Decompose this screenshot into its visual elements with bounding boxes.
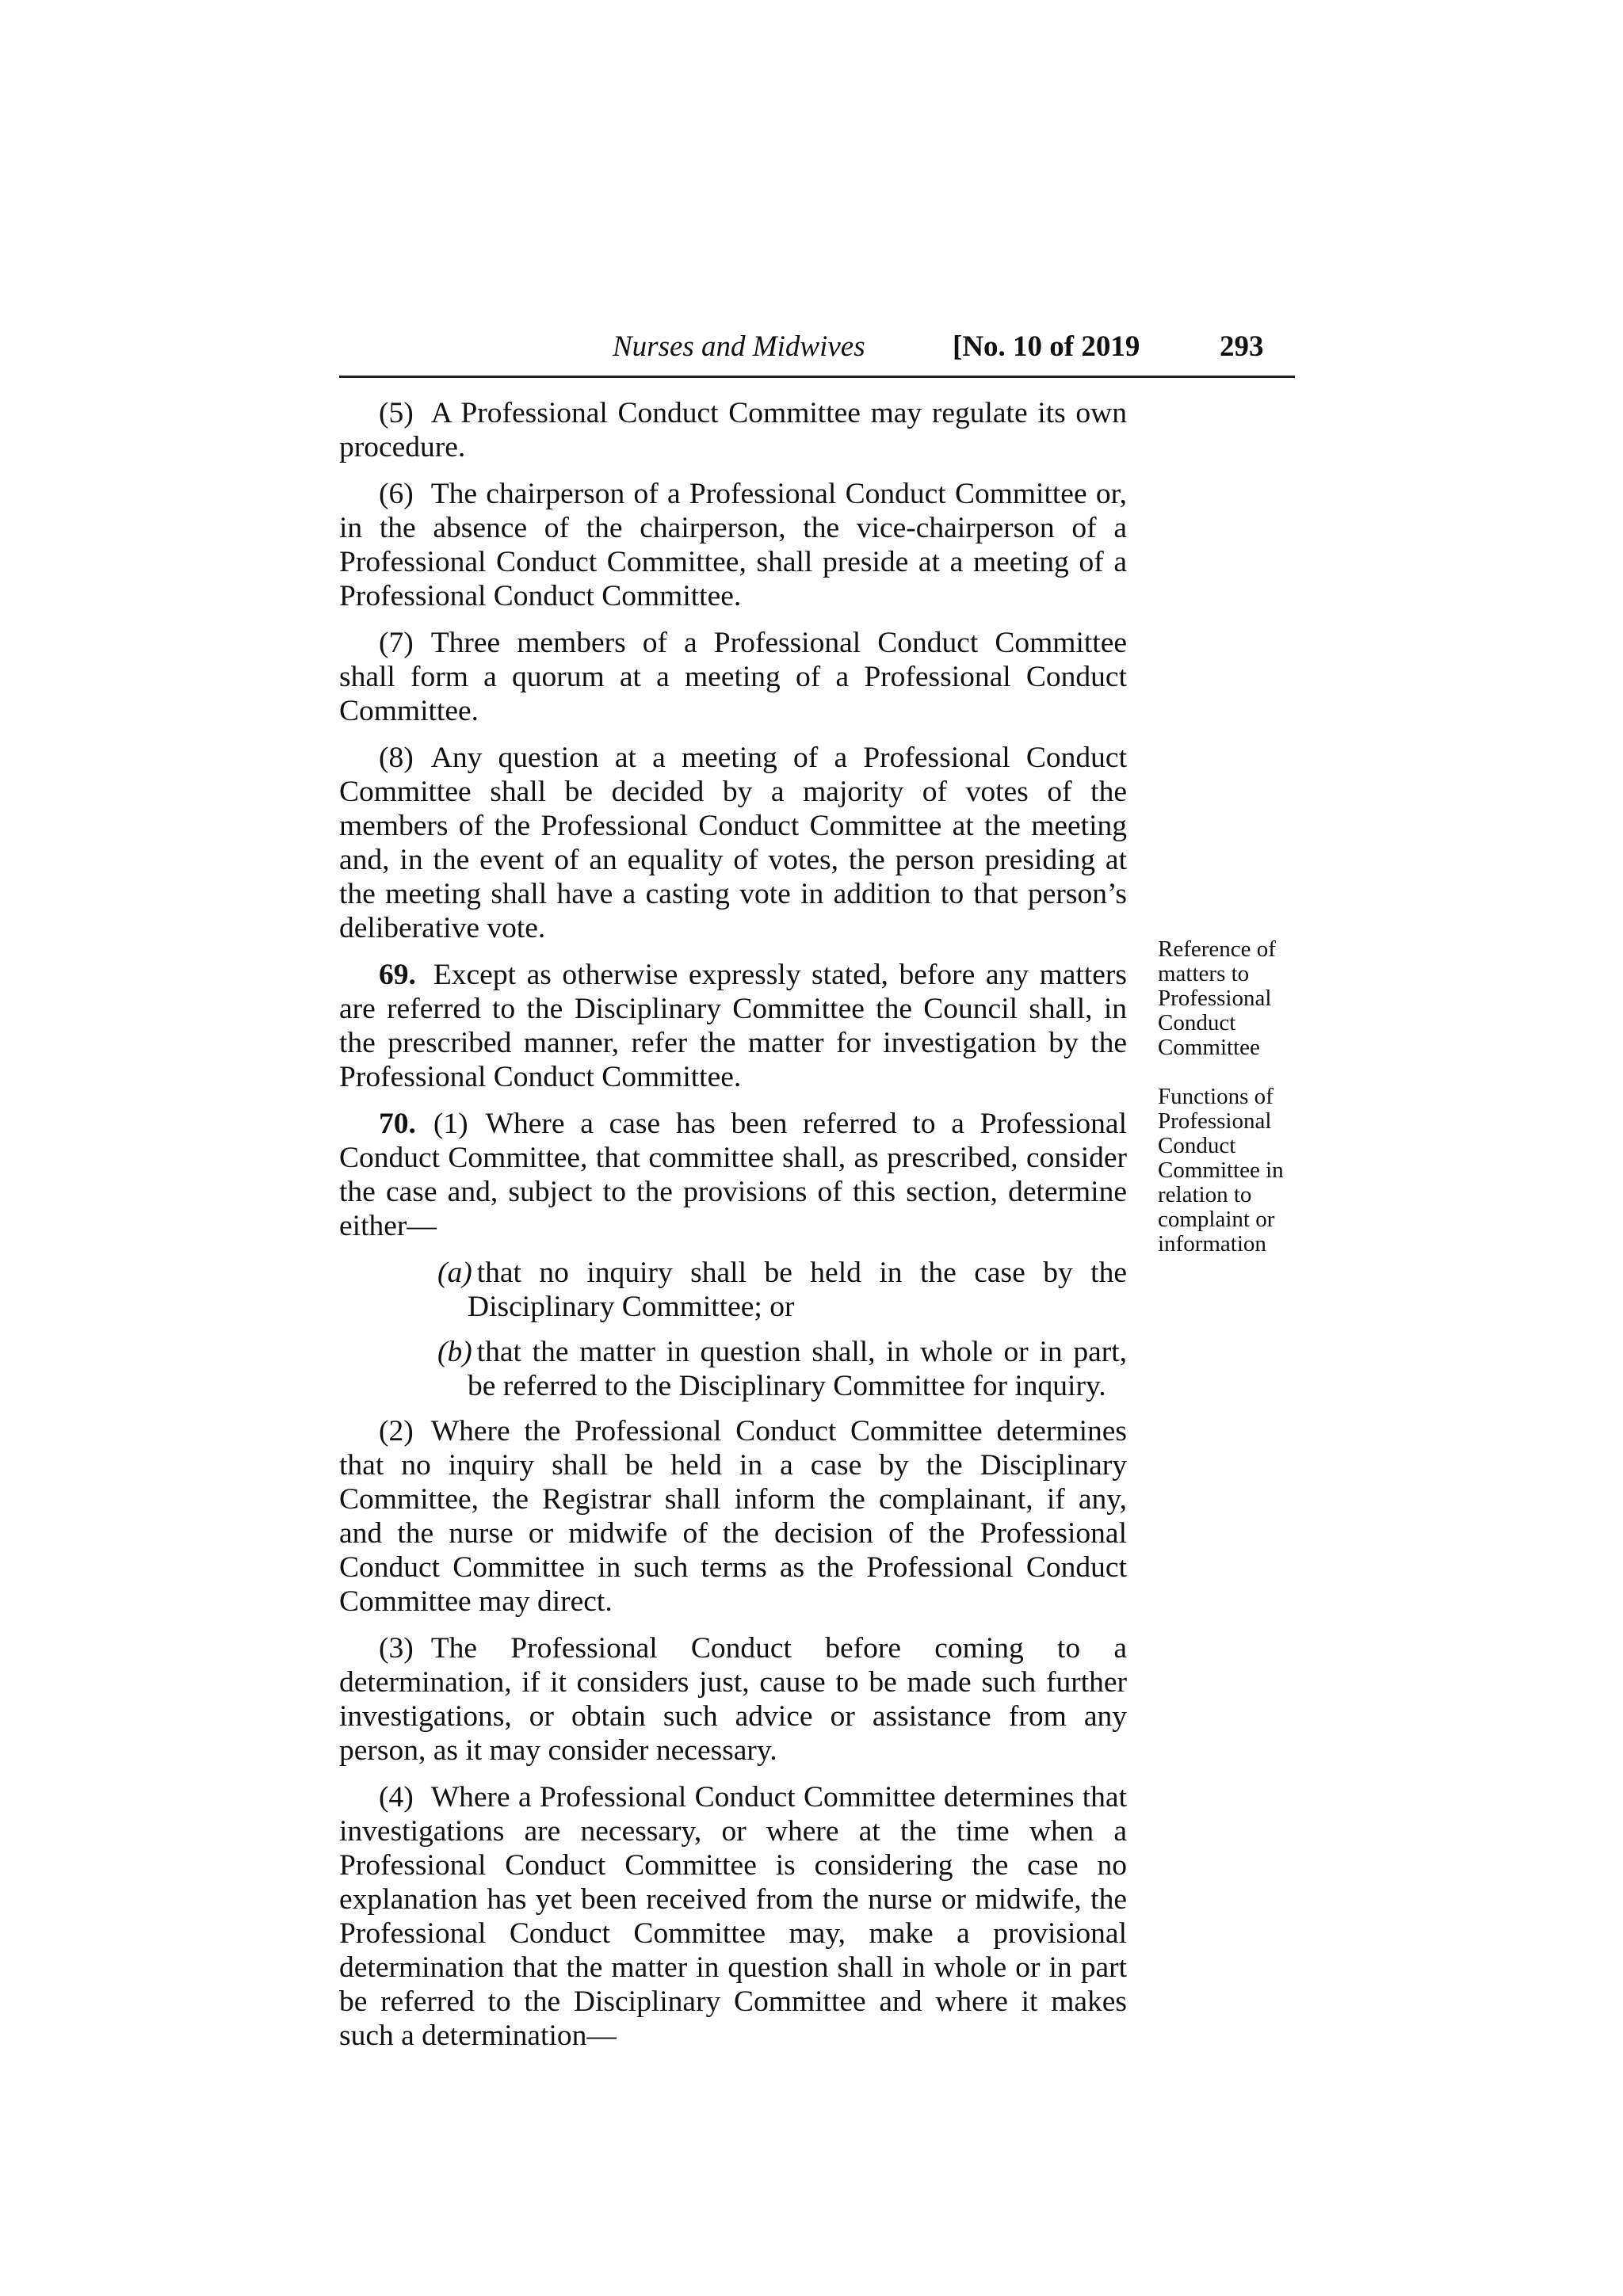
paragraph-number: (3) [379,1632,414,1665]
paragraph-number: (2) [379,1415,414,1447]
paragraph-70-2 [339,1414,1127,1619]
paragraph-text: that the matter in question shall, in whole or in part, be referred to the Disciplinary Committee for inquiry. [468,1336,1127,1402]
paragraph-text: The chairperson of a Professional Conduct Committee or, in the absence of the chairperson, the vice-chairperson of a Professional Conduct Committee, shall preside at a meeting of a Professional Conduct Committee. [339,478,1127,612]
page-number: 293 [1220,330,1264,363]
paragraph-number: (7) [379,627,414,659]
paragraph-7 [339,626,1127,728]
paragraph-8 [339,741,1127,945]
act-title: Nurses and Midwives [613,330,865,363]
running-header [339,325,1295,378]
paragraph-number: (8) [379,742,414,774]
subparagraph-letter: (a) [437,1257,472,1289]
section-70-1 [339,1107,1127,1243]
subparagraph-a [339,1256,1127,1324]
subparagraph-letter: (b) [437,1336,472,1368]
paragraph-number: (4) [379,1781,414,1814]
paragraph-text: that no inquiry shall be held in the case by the Disciplinary Committee; or [468,1257,1127,1323]
paragraph-text: Where a case has been referred to a Professional Conduct Committee, that committee shall, as prescribed, consider the case and, subject to the provisions of this section, determine either— [339,1108,1127,1242]
paragraph-text: Three members of a Professional Conduct Committee shall form a quorum at a meeting of a Professional Conduct Committee. [339,627,1127,727]
paragraph-number: (1) [433,1108,468,1140]
paragraph-text: Except as otherwise expressly stated, before any matters are referred to the Disciplinary Committee the Council shall, in the prescribed manner, refer the matter for investigation by the Professional Conduct Committee. [339,959,1127,1093]
subparagraph-b [339,1335,1127,1403]
section-number: 69. [379,959,416,991]
paragraph-70-4 [339,1780,1127,2053]
paragraph-text: Where the Professional Conduct Committee determines that no inquiry shall be held in a case by the Disciplinary Committee, the Registrar shall inform the complainant, if any, and the nurse or midwife of the decision of the Professional Conduct Committee in such terms as the Professional Conduct Committee may direct. [339,1415,1127,1618]
paragraph-number: (6) [379,478,414,510]
act-number: [No. 10 of 2019 [953,330,1140,363]
main-text [339,396,1127,2065]
paragraph-5 [339,396,1127,464]
paragraph-number: (5) [379,397,414,429]
paragraph-text: Where a Professional Conduct Committee determines that investigations are necessary, or where at the time when a Professional Conduct Committee is considering the case no explanation has yet been received from the nurse or midwife, the Professional Conduct Committee may, make a provisional determination that the matter in question shall in whole or in part be referred to the Disciplinary Committee and where it makes such a determination— [339,1781,1127,2052]
section-69 [339,958,1127,1094]
paragraph-text: A Professional Conduct Committee may regulate its own procedure. [339,397,1127,463]
paragraph-text: Any question at a meeting of a Professional Conduct Committee shall be decided by a majority of votes of the members of the Professional Conduct Committee at the meeting and, in the event of an equality of votes, the person presiding at the meeting shall have a casting vote in addition to that person’s deliberative vote. [339,742,1127,944]
margin-note-section-70: Functions of Professional Conduct Committee in relation to complaint or information [1158,1084,1284,1257]
section-number: 70. [379,1108,416,1140]
paragraph-text: The Professional Conduct before coming to a determination, if it considers just, cause to be made such further investigations, or obtain such advice or assistance from any person, as it may consider necessary. [339,1632,1127,1767]
paragraph-70-3 [339,1631,1127,1768]
margin-note-section-69: Reference of matters to Professional Conduct Committee [1158,936,1276,1060]
paragraph-6 [339,477,1127,613]
